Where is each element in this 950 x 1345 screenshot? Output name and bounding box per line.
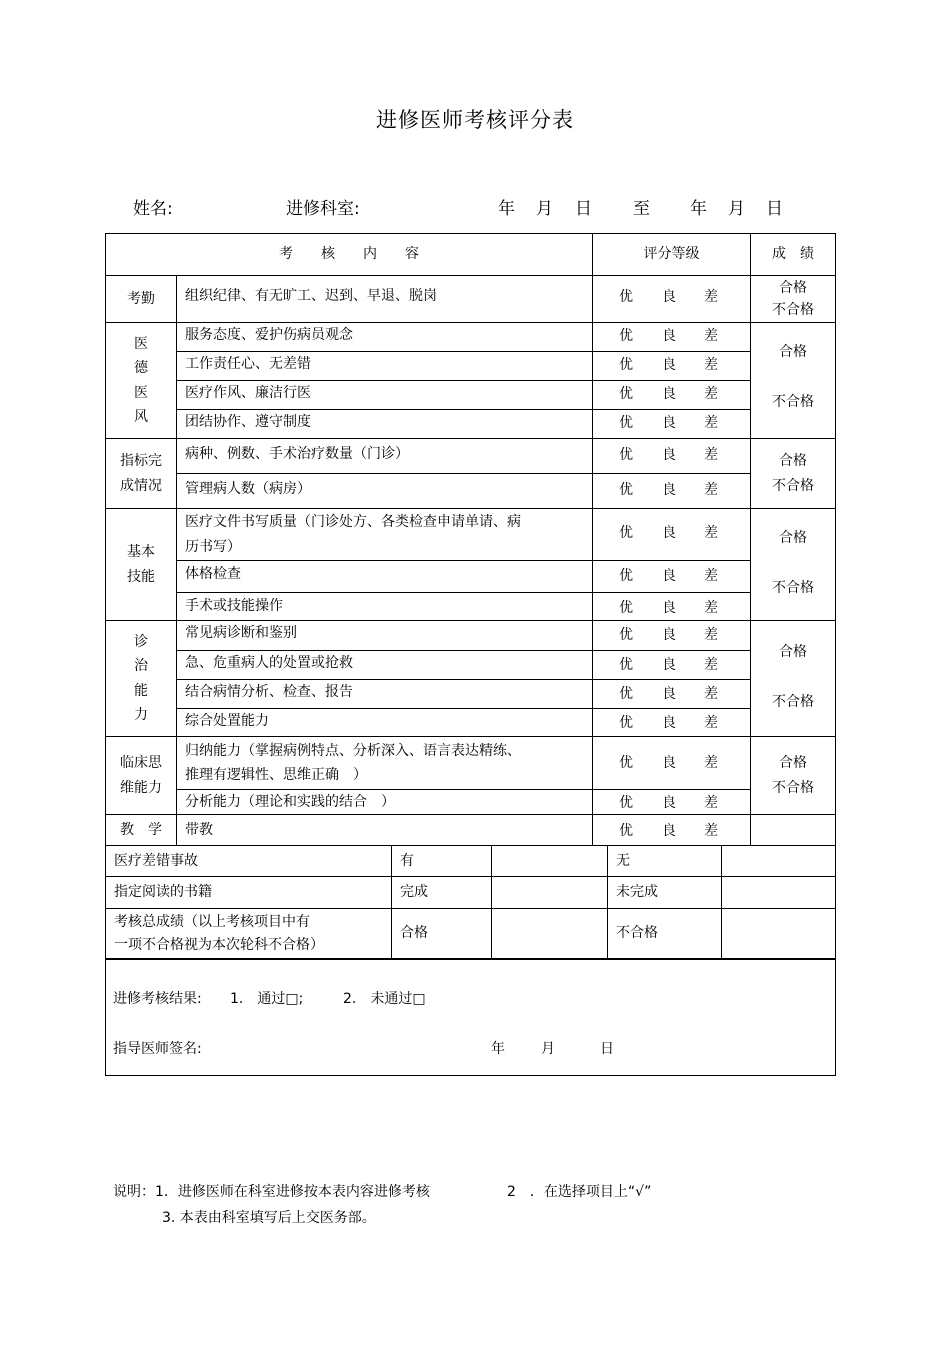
item-teaching: 带教 [185,821,213,838]
grade-option-excellent[interactable]: 优 [619,567,633,584]
category-ethics: 医 德 医 风 [134,335,148,425]
header-score: 成 绩 [772,246,814,263]
grade-option-excellent[interactable]: 优 [619,447,633,463]
grade-option-good[interactable]: 良 [662,567,676,584]
grade-option-excellent[interactable]: 优 [619,685,633,702]
header-grade: 评分等级 [643,246,700,263]
date-to: 至 [633,199,650,219]
grade-option-good[interactable]: 良 [662,656,676,673]
grade-option-good[interactable]: 良 [662,357,676,373]
item-physical-exam: 体格检查 [185,566,241,583]
summary-total-pass[interactable]: 合格 [400,925,428,942]
date-day-start: 日 [575,199,592,219]
grade-option-excellent[interactable]: 优 [619,823,633,839]
item-surgery: 手术或技能操作 [185,598,283,615]
date-month-start: 月 [536,199,553,219]
result-fail-checkbox[interactable]: 2. 未通过□ [343,991,426,1007]
summary-total-fail[interactable]: 不合格 [616,925,658,942]
grade-option-poor[interactable]: 差 [704,685,718,702]
item-medical-style: 医疗作风、廉洁行医 [185,384,311,401]
note-2: 2 ．在选择项目上“√” [507,1184,652,1200]
grade-option-good[interactable]: 良 [662,482,676,498]
grade-option-poor[interactable]: 差 [704,357,718,373]
grade-option-good[interactable]: 良 [662,289,676,305]
dept-label: 进修科室: [286,199,360,219]
item-discipline: 组织纪律、有无旷工、迟到、早退、脱岗 [185,287,437,304]
grade-option-excellent[interactable]: 优 [619,289,633,305]
header-content: 考 核 内 容 [279,246,419,263]
item-diagnosis: 常见病诊断和鉴别 [185,625,297,642]
grade-option-excellent[interactable]: 优 [619,525,633,541]
date-month-end: 月 [728,199,745,219]
grade-option-excellent[interactable]: 优 [619,626,633,643]
grade-option-excellent[interactable]: 优 [619,656,633,673]
summary-reading-label: 指定阅读的书籍 [114,884,212,901]
item-documents: 医疗文件书写质量（门诊处方、各类检查申请单请、病 历书写） [185,514,521,555]
grade-option-excellent[interactable]: 优 [619,795,633,811]
item-analysis-report: 结合病情分析、检查、报告 [185,684,353,701]
grade-option-good[interactable]: 良 [662,626,676,643]
grade-option-poor[interactable]: 差 [704,289,718,305]
summary-error-yes[interactable]: 有 [400,852,414,869]
grade-option-poor[interactable]: 差 [704,755,718,771]
result-attendance[interactable]: 合格 不合格 [772,279,814,318]
grade-option-good[interactable]: 良 [662,525,676,541]
result-diagnosis-pass[interactable]: 合格 [779,643,807,660]
result-skills-pass[interactable]: 合格 [779,529,807,546]
signature-month: 月 [541,1041,555,1057]
grade-option-poor[interactable]: 差 [704,386,718,402]
summary-total-label: 考核总成绩（以上考核项目中有 一项不合格视为本次轮科不合格） [114,914,324,953]
name-label: 姓名: [133,199,173,219]
grade-option-good[interactable]: 良 [662,415,676,431]
category-thinking: 临床思 维能力 [120,755,162,796]
grade-option-poor[interactable]: 差 [704,823,718,839]
grade-option-excellent[interactable]: 优 [619,714,633,731]
page-title: 进修医师考核评分表 [376,108,574,132]
category-skills: 基本 技能 [127,544,155,585]
grade-option-excellent[interactable]: 优 [619,415,633,431]
grade-option-good[interactable]: 良 [662,714,676,731]
date-year-end: 年 [690,199,707,219]
item-case-count: 病种、例数、手术治疗数量（门诊） [185,445,409,462]
summary-reading-not-done[interactable]: 未完成 [616,884,658,901]
grade-option-excellent[interactable]: 优 [619,357,633,373]
category-targets: 指标完 成情况 [120,453,162,494]
category-attendance: 考勤 [127,290,155,307]
grade-option-good[interactable]: 良 [662,386,676,402]
result-ethics-fail[interactable]: 不合格 [772,393,814,410]
item-analysis: 分析能力（理论和实践的结合 ） [185,793,395,810]
grade-option-good[interactable]: 良 [662,599,676,616]
grade-option-poor[interactable]: 差 [704,415,718,431]
summary-error-label: 医疗差错事故 [114,852,198,869]
signature-day: 日 [600,1041,614,1057]
grade-option-excellent[interactable]: 优 [619,599,633,616]
grade-option-poor[interactable]: 差 [704,447,718,463]
grade-option-excellent[interactable]: 优 [619,386,633,402]
grade-option-poor[interactable]: 差 [704,328,718,344]
date-day-end: 日 [766,199,783,219]
grade-option-excellent[interactable]: 优 [619,328,633,344]
grade-option-good[interactable]: 良 [662,823,676,839]
grade-option-excellent[interactable]: 优 [619,755,633,771]
item-comprehensive: 综合处置能力 [185,713,269,730]
result-skills-fail[interactable]: 不合格 [772,579,814,596]
signature-year: 年 [491,1041,505,1057]
item-induction: 归纳能力（掌握病例特点、分析深入、语言表达精练、 推理有逻辑性、思维正确 ） [185,742,521,783]
result-diagnosis-fail[interactable]: 不合格 [772,693,814,710]
category-teaching: 教 学 [120,821,162,838]
category-diagnosis: 诊 治 能 力 [134,633,148,723]
grade-option-good[interactable]: 良 [662,447,676,463]
summary-reading-done[interactable]: 完成 [400,884,428,901]
grade-option-poor[interactable]: 差 [704,795,718,811]
item-responsibility: 工作责任心、无差错 [185,355,311,372]
grade-option-poor[interactable]: 差 [704,599,718,616]
grade-option-good[interactable]: 良 [662,795,676,811]
grade-option-poor[interactable]: 差 [704,656,718,673]
grade-option-poor[interactable]: 差 [704,626,718,643]
grade-option-good[interactable]: 良 [662,328,676,344]
grade-option-poor[interactable]: 差 [704,567,718,584]
result-thinking[interactable]: 合格 不合格 [772,755,814,796]
signature-label: 指导医师签名: [113,1041,202,1057]
date-year-start: 年 [498,199,515,219]
item-teamwork: 团结协作、遵守制度 [185,413,311,430]
item-emergency: 急、危重病人的处置或抢救 [185,655,353,672]
note-1: 说明：1．进修医师在科室进修按本表内容进修考核 [113,1184,430,1200]
result-targets[interactable]: 合格 不合格 [772,453,814,494]
grade-option-excellent[interactable]: 优 [619,482,633,498]
grade-option-poor[interactable]: 差 [704,482,718,498]
grade-option-good[interactable]: 良 [662,685,676,702]
grade-option-poor[interactable]: 差 [704,525,718,541]
result-label: 进修考核结果: [113,991,202,1007]
item-patient-count: 管理病人数（病房） [185,480,311,497]
item-service-attitude: 服务态度、爱护伤病员观念 [185,326,353,343]
note-3: 3. 本表由科室填写后上交医务部。 [162,1210,376,1226]
summary-error-no[interactable]: 无 [616,852,630,869]
grade-option-poor[interactable]: 差 [704,714,718,731]
grade-option-good[interactable]: 良 [662,755,676,771]
result-ethics-pass[interactable]: 合格 [779,343,807,360]
result-pass-checkbox[interactable]: 1. 通过□; [230,991,304,1007]
